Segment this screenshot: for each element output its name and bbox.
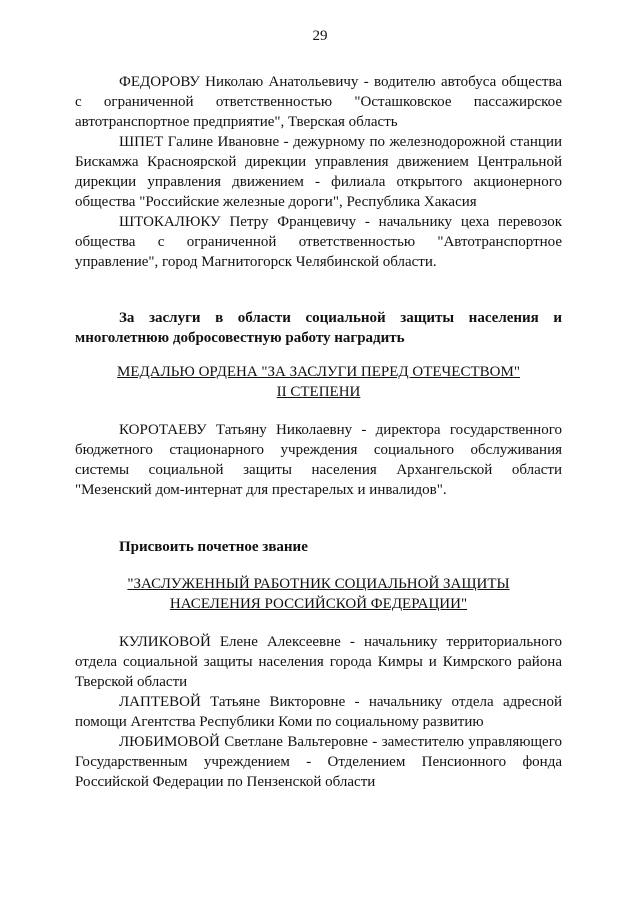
medal-heading	[75, 362, 562, 402]
honorary-title-line-2: НАСЕЛЕНИЯ РОССИЙСКОЙ ФЕДЕРАЦИИ"	[169, 596, 468, 612]
honorary-title-line-1: "ЗАСЛУЖЕННЫЙ РАБОТНИК СОЦИАЛЬНОЙ ЗАЩИТЫ	[127, 576, 510, 592]
assign-title-statement: Присвоить почетное звание	[119, 539, 308, 555]
awardee-fedorov: ФЕДОРОВУ Николаю Анатольевичу - водителю автобуса общества с ограниченной ответственностью "Осташковское пассажирское автотранспортное предприятие", Тверская область	[75, 74, 562, 130]
medal-heading-line-2: II СТЕПЕНИ	[276, 384, 361, 400]
award-statement-text: За заслуги в области социальной защиты населения и многолетнюю добросовестную работу наградить	[75, 310, 562, 346]
award-statement	[75, 308, 562, 348]
awardees-list-1	[75, 72, 562, 272]
awardee-shtokalyuk: ШТОКАЛЮКУ Петру Францевичу - начальнику цеха перевозок общества с ограниченной ответственностью "Автотранспортное управление", город Магнитогорск Челябинской области.	[75, 214, 562, 270]
awardees-list-3	[75, 632, 562, 792]
page-number: 29	[312, 28, 328, 44]
awardee-lyubimova: ЛЮБИМОВОЙ Светлане Вальтеровне - заместителю управляющего Государственным учреждением - Отделением Пенсионного фонда Российской Федерации по Пензенской области	[75, 734, 562, 790]
awardee-shpet: ШПЕТ Галине Ивановне - дежурному по железнодорожной станции Бискамжа Красноярской дирекции управления движением Центральной дирекции управления движением - филиала открытого акционерного общества "Российские железные дороги", Республика Хакасия	[75, 134, 562, 210]
awardee-korotaeva: КОРОТАЕВУ Татьяну Николаевну - директора государственного бюджетного стационарного учреждения социального обслуживания системы социальной защиты населения Архангельской области "Мезенский дом-интернат для престарелых и инвалидов".	[75, 422, 562, 498]
awardee-lapteva: ЛАПТЕВОЙ Татьяне Викторовне - начальнику отдела адресной помощи Агентства Республики Коми по социальному развитию	[75, 694, 562, 730]
awardees-list-2	[75, 420, 562, 500]
honorary-title-heading	[75, 574, 562, 614]
medal-heading-line-1: МЕДАЛЬЮ ОРДЕНА "ЗА ЗАСЛУГИ ПЕРЕД ОТЕЧЕСТВОМ"	[117, 364, 520, 380]
awardee-kulikova: КУЛИКОВОЙ Елене Алексеевне - начальнику территориального отдела социальной защиты населения города Кимры и Кимрского района Тверской области	[75, 634, 562, 690]
